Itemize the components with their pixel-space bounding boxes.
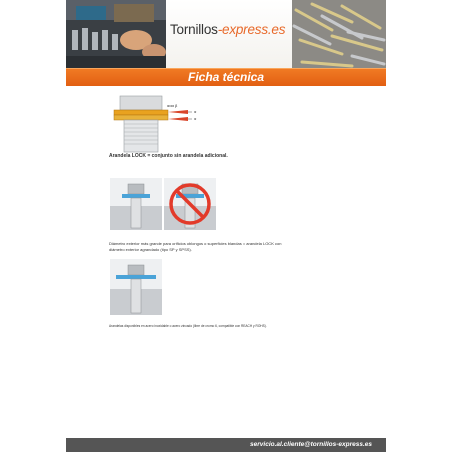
workbench-photo — [66, 0, 166, 68]
figure1-caption: Arandela LOCK = conjunto sin arandela adicional. — [109, 153, 228, 159]
screws-photo — [292, 0, 386, 68]
page — [66, 0, 386, 452]
section3-caption: Arandelas disponibles en acero inoxidable o acero zincado (libre de cromo 6, compatible con REACH y ROHS). — [109, 324, 267, 328]
logo-main-text: Tornillos — [170, 22, 218, 37]
section2-caption-line2: diámetro exterior agrandado (tipo SP y SPSS). — [109, 247, 192, 252]
title-bar — [66, 68, 386, 86]
header-banner — [66, 0, 386, 68]
incorrect-mounting-diagram — [164, 178, 216, 230]
section2-caption-line1: Diámetro exterior más grande para orificios oblongos o superficies blandas = arandela LOCK con — [109, 241, 282, 246]
footer-bar — [66, 438, 386, 452]
svg-text:α: α — [194, 116, 197, 121]
correct-mounting-diagram — [110, 178, 162, 230]
page-title: Ficha técnica — [187, 70, 265, 84]
footer-email-link[interactable]: servicio.al.cliente@tornillos-express.es — [250, 441, 372, 448]
brand-logo[interactable] — [170, 22, 285, 37]
enlarged-washer-diagram — [110, 259, 162, 315]
svg-text:α: α — [194, 109, 197, 114]
logo-accent-text: -express.es — [217, 22, 286, 37]
angle-label: ααα β — [167, 103, 178, 108]
lock-washer-diagram — [108, 94, 208, 154]
